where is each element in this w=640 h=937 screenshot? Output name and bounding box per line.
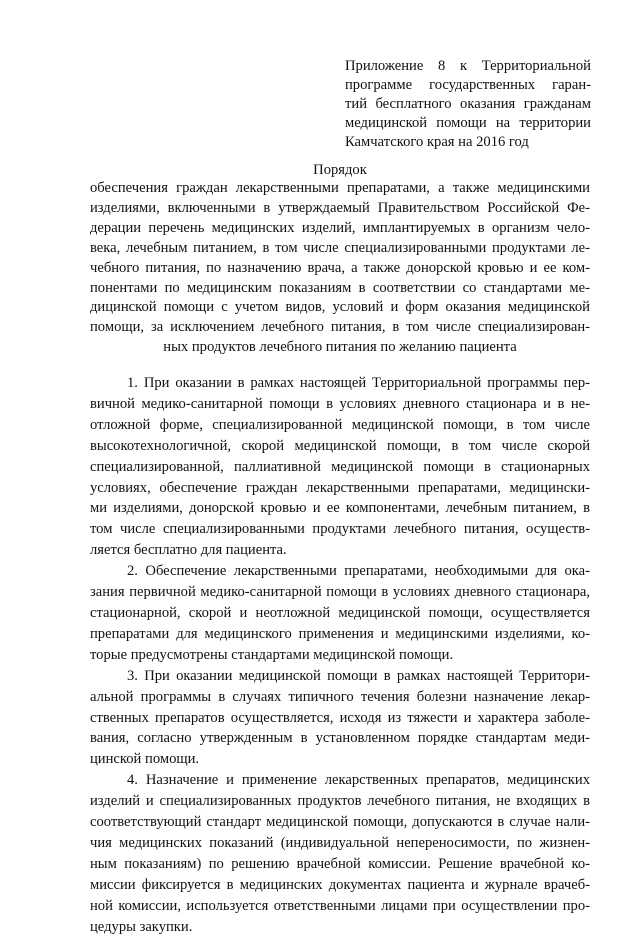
paragraph-line: ным показаниям) по решению врачебной комиссии. Решение врачебной ко- xyxy=(90,855,590,872)
subtitle-line: чебного питания, по назначению врача, а также донорской кровью и ее ком- xyxy=(90,259,590,276)
paragraph-line: вичной медико-санитарной помощи в условиях дневного стационара и в не- xyxy=(90,395,590,412)
subtitle-line: обеспечения граждан лекарственными препаратами, а также медицинскими xyxy=(90,180,590,196)
document-body xyxy=(90,373,590,937)
paragraph-line: 3. При оказании медицинской помощи в рамках настоящей Территори- xyxy=(127,667,590,684)
paragraph-line: отложной форме, специализированной медицинской помощи, в том числе xyxy=(90,416,590,433)
document-title: Порядок xyxy=(313,162,367,178)
appendix-note xyxy=(345,57,591,152)
paragraph-line: 2. Обеспечение лекарственными препаратами, необходимыми для ока- xyxy=(127,563,590,580)
paragraph-line: соответствующий стандарт медицинской помощи, допускаются в случае нали- xyxy=(90,814,590,831)
paragraph-line: чия медицинских показаний (индивидуальной непереносимости, по жизнен- xyxy=(90,834,590,851)
paragraph-line: торые предусмотрены стандартами медицинской помощи. xyxy=(90,646,454,663)
paragraph-line: изделий и специализированных продуктов лечебного питания, не входящих в xyxy=(90,793,590,810)
appendix-line: программе государственных гаран- xyxy=(345,77,591,93)
subtitle-line: понентами по медицинским показаниям в соответствии со стандартами ме- xyxy=(90,279,590,296)
paragraph-line: миссии фиксируется в медицинских документах пациента и журнале врачеб- xyxy=(90,876,590,893)
subtitle-line: помощи, за исключением лечебного питания, в том числе специализирован- xyxy=(90,319,590,336)
paragraph-line: ной комиссии, используется ответственными лицами при осуществлении про- xyxy=(90,897,590,914)
paragraph-1 xyxy=(90,373,590,561)
paragraph-line: альной программы в случаях типичного течения болезни назначение лекар- xyxy=(90,688,590,705)
paragraph-line: стационарной, скорой и неотложной медицинской помощи, осуществляется xyxy=(90,604,590,621)
appendix-line: Камчатского края на 2016 год xyxy=(345,134,529,150)
appendix-line: тий бесплатного оказания гражданам xyxy=(345,96,591,112)
paragraph-line: вания, согласно утвержденным в установленном порядке стандартам меди- xyxy=(90,730,590,747)
subtitle-line: дицинской помощи с учетом видов, условий и форм оказания медицинской xyxy=(90,299,590,316)
paragraph-line: условиях, обеспечение граждан лекарственными препаратами, медицински- xyxy=(90,479,590,496)
paragraph-line: высокотехнологичной, скорой медицинской помощи, в том числе скорой xyxy=(90,437,590,454)
paragraph-line: препаратами для медицинского применения и медицинскими изделиями, ко- xyxy=(90,625,590,642)
subtitle-line: века, лечебным питанием, в том числе специализированными продуктами ле- xyxy=(90,239,590,256)
paragraph-line: зания первичной медико-санитарной помощи в условиях дневного стационара, xyxy=(90,584,590,601)
subtitle-line: изделиями, включенными в утверждаемый Правительством Российской Фе- xyxy=(90,199,590,216)
paragraph-line: цедуры закупки. xyxy=(90,918,193,935)
paragraph-line: ми изделиями, донорской кровью и ее компонентами, лечебным питанием, в xyxy=(90,500,590,517)
paragraph-3 xyxy=(90,666,590,771)
paragraph-2 xyxy=(90,561,590,666)
document-subtitle xyxy=(90,179,590,358)
paragraph-line: специализированной, паллиативной медицинской помощи в стационарных xyxy=(90,458,590,475)
appendix-line: Приложение 8 к Территориальной xyxy=(345,58,591,74)
paragraph-4 xyxy=(90,770,590,937)
paragraph-line: ляется бесплатно для пациента. xyxy=(90,542,287,559)
paragraph-line: том числе специализированными продуктами лечебного питания, осуществ- xyxy=(90,521,590,538)
subtitle-line: дерации перечень медицинских изделий, имплантируемых в организм чело- xyxy=(90,219,590,236)
paragraph-line: цинской помощи. xyxy=(90,751,200,768)
subtitle-line: ных продуктов лечебного питания по желанию пациента xyxy=(163,339,517,356)
paragraph-line: 1. При оказании в рамках настоящей Территориальной программы пер- xyxy=(127,375,590,391)
appendix-line: медицинской помощи на территории xyxy=(345,115,591,131)
paragraph-line: ственных препаратов осуществляется, исходя из тяжести и характера заболе- xyxy=(90,709,590,726)
paragraph-line: 4. Назначение и применение лекарственных препаратов, медицинских xyxy=(127,772,590,789)
